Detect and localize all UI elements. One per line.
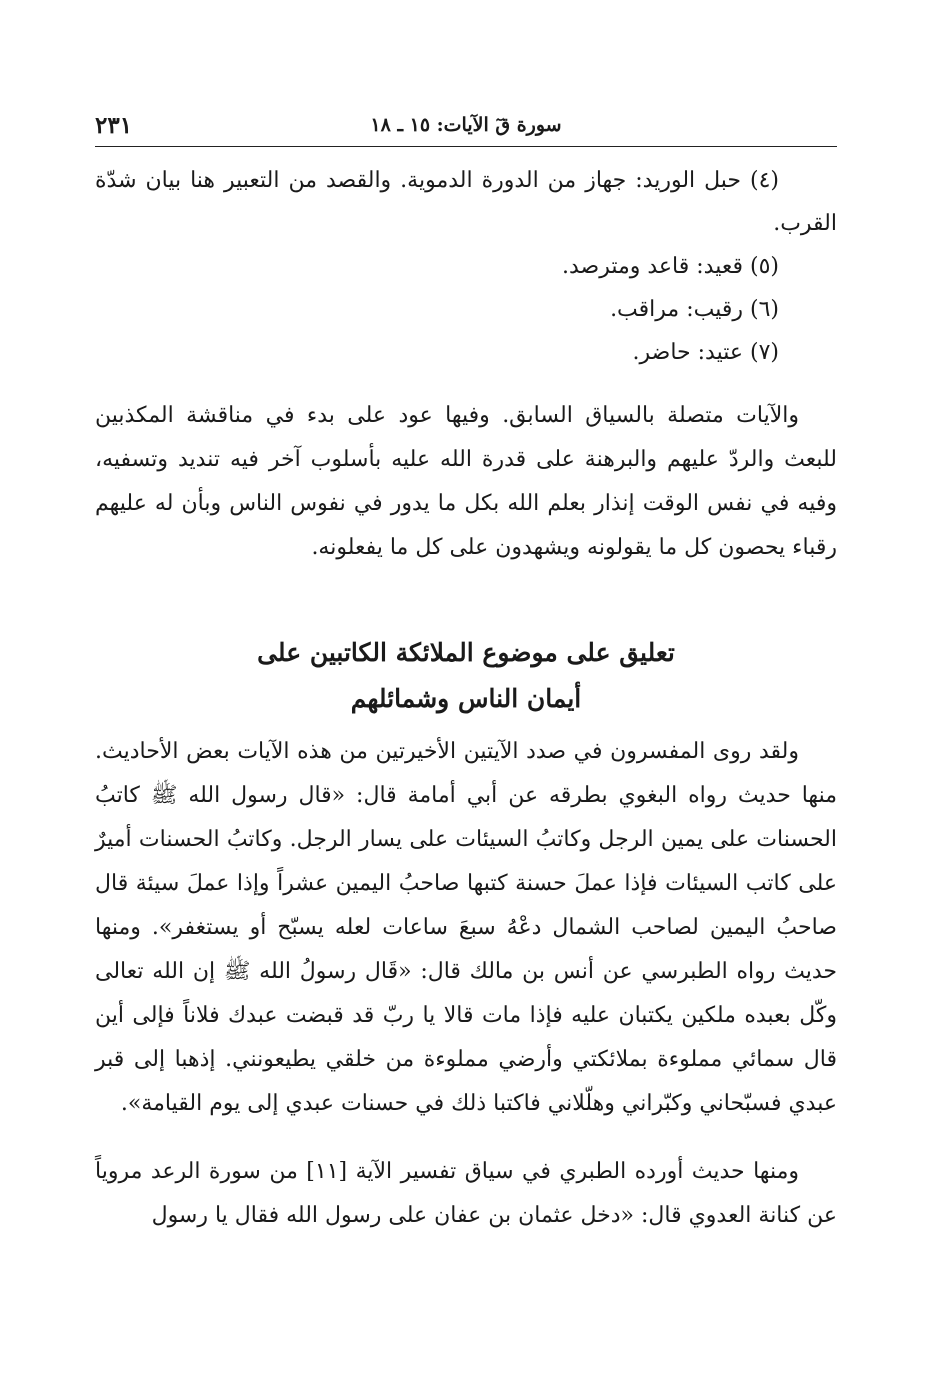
running-title: سورة قٓ الآيات: ١٥ ـ ١٨ bbox=[370, 114, 562, 136]
section-heading-line-1: تعليق على موضوع الملائكة الكاتبين على bbox=[257, 638, 675, 667]
paragraph-2: ولقد روى المفسرون في صدد الآيتين الأخيرتين من هذه الآيات بعض الأحاديث. منها حديث رواه البغوي بطرقه عن أبي أمامة قال: «قال رسول الله ﷺ كاتبُ الحسنات على يمين الرجل وكاتبُ السيئات على يسار الرجل. وكاتبُ الحسنات أميرٌ على كاتب السيئات فإذا عملَ حسنة كتبها صاحبُ اليمين عشراً وإذا عملَ سيئة قال صاحبُ اليمين لصاحب الشمال دعْهُ سبعَ ساعات لعله يسبّح أو يستغفر». ومنها حديث رواه الطبرسي عن أنس بن مالك قال: «قَال رسولُ الله ﷺ إن الله تعالى وكّل بعبده ملكين يكتبان عليه فإذا مات قالا يا ربّ قد قبضت عبدك فلاناً فإلى أين قال سمائي مملوءة بملائكتي وأرضي مملوءة من خلقي يطيعونني. إذهبا إلى قبر عبدي فسبّحاني وكبّراني وهلّلاني فاكتبا ذلك في حسنات عبدي إلى يوم القيامة». bbox=[95, 739, 837, 1116]
footnote-5: (٥) قعيد: قاعد ومترصد. bbox=[561, 254, 779, 279]
footnote-4: (٤) حبل الوريد: جهاز من الدورة الدموية. والقصد من التعبير هنا بيان شدّة القرب. bbox=[95, 168, 837, 236]
footnote-6: (٦) رقيب: مراقب. bbox=[610, 297, 779, 322]
paragraph-1: والآيات متصلة بالسياق السابق. وفيها عود على بدء في مناقشة المكذبين للبعث والردّ عليهم والبرهنة على قدرة الله عليه بأسلوب آخر فيه تنديد وتسفيه، وفيه في نفس الوقت إنذار بعلم الله بكل ما يدور في نفوس الناس وبأن له عليهم رقباء يحصون كل ما يقولونه ويشهدون على كل ما يفعلونه. bbox=[95, 403, 837, 560]
document-page bbox=[95, 108, 837, 1238]
page-number: ٢٣١ bbox=[95, 112, 133, 139]
body-text bbox=[95, 394, 837, 1238]
page-header bbox=[95, 108, 837, 147]
footnotes bbox=[95, 159, 837, 374]
footnote-7: (٧) عتيد: حاضر. bbox=[632, 340, 779, 365]
paragraph-3: ومنها حديث أورده الطبري في سياق تفسير الآية [١١] من سورة الرعد مروياً عن كنانة العدوي قال: «دخل عثمان بن عفان على رسول الله فقال يا رسول bbox=[95, 1159, 837, 1228]
section-heading bbox=[95, 630, 837, 722]
section-heading-line-2: أيمان الناس وشمائلهم bbox=[350, 684, 582, 713]
